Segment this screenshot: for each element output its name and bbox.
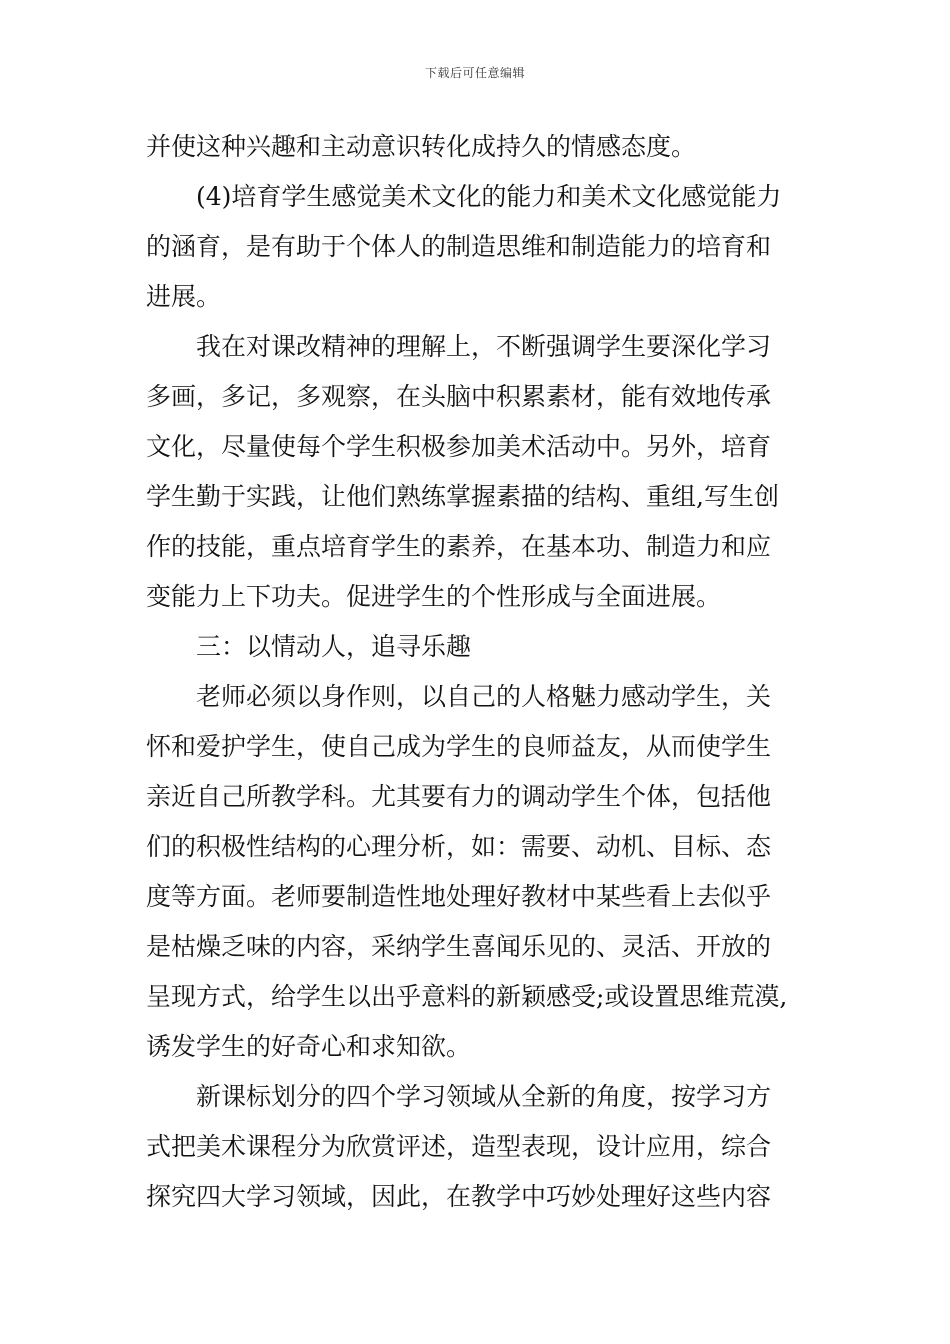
text-line: 是枯燥乏味的内容，采纳学生喜闻乐见的、灵活、开放的 [146,932,772,961]
text-line: 度等方面。老师要制造性地处理好教材中某些看上去似乎 [146,882,772,911]
text-line: 变能力上下功夫。促进学生的个性形成与全面进展。 [146,582,722,611]
page-header: 下载后可任意编辑 [424,66,525,80]
text-line: 怀和爱护学生，使自己成为学生的良师益友，从而使学生 [146,732,772,761]
text-line: 的涵育，是有助于个体人的制造思维和制造能力的培育和 [146,232,772,261]
text-line: 并使这种兴趣和主动意识转化成持久的情感态度。 [146,132,697,161]
text-line: 探究四大学习领域，因此，在教学中巧妙处理好这些内容 [146,1182,772,1211]
text-line: 多画，多记，多观察，在头脑中积累素材，能有效地传承 [146,382,772,411]
text-line: 老师必须以身作则，以自己的人格魅力感动学生，关 [146,682,772,711]
text-line: (4)培育学生感觉美术文化的能力和美术文化感觉能力 [146,182,782,211]
text-line: 式把美术课程分为欣赏评述，造型表现，设计应用，综合 [146,1132,772,1161]
text-line: 们的积极性结构的心理分析，如：需要、动机、目标、态 [146,832,772,861]
text-line: 亲近自己所教学科。尤其要有力的调动学生个体，包括他 [146,782,772,811]
text-line: 新课标划分的四个学习领域从全新的角度，按学习方 [146,1082,772,1111]
text-line: 进展。 [146,282,222,311]
body-text [146,122,826,1222]
text-line: 诱发学生的好奇心和求知欲。 [146,1032,472,1061]
text-line: 我在对课改精神的理解上，不断强调学生要深化学习 [146,332,772,361]
text-line: 文化，尽量使每个学生积极参加美术活动中。另外，培育 [146,432,772,461]
text-line: 作的技能，重点培育学生的素养，在基本功、制造力和应 [146,532,772,561]
text-line: 学生勤于实践，让他们熟练掌握素描的结构、重组,写生创 [146,482,779,511]
section-heading: 三：以情动人，追寻乐趣 [146,632,472,661]
text-line: 呈现方式，给学生以出乎意料的新颖感受;或设置思维荒漠, [146,982,788,1011]
